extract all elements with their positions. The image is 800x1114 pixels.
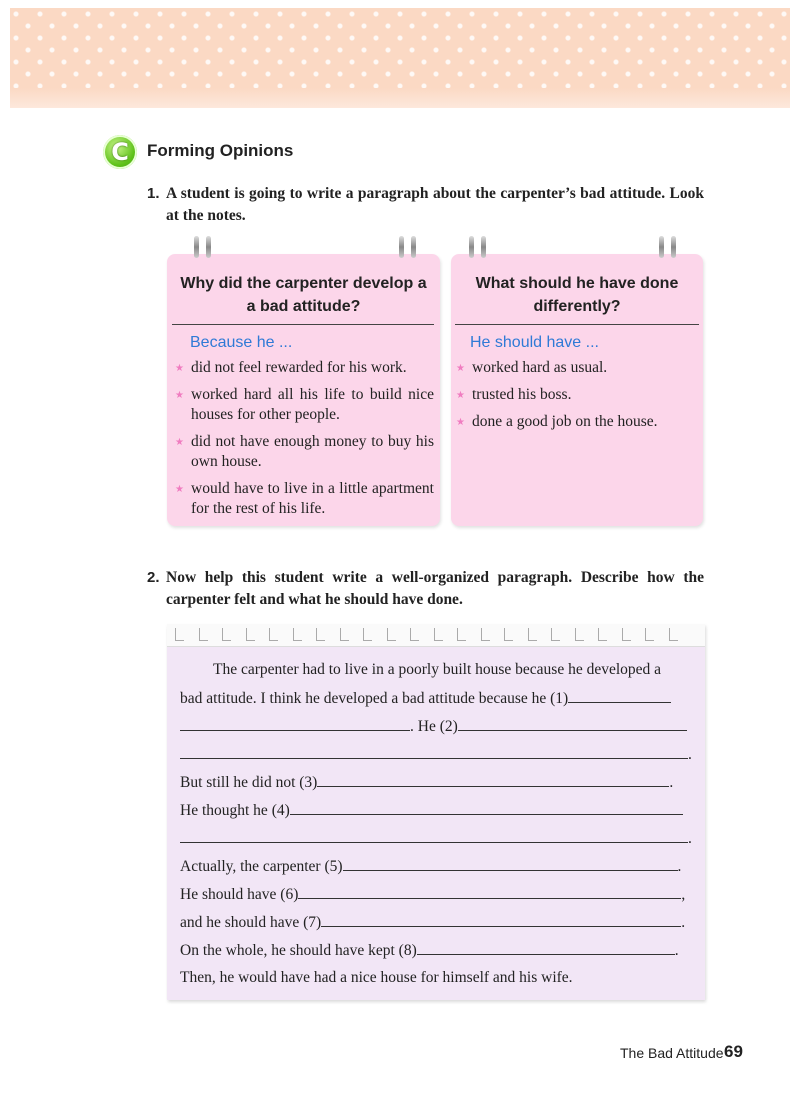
paragraph-line: He should have (6) , bbox=[180, 880, 693, 908]
writing-pad bbox=[167, 624, 705, 1000]
star-icon: ★ bbox=[175, 484, 184, 495]
list-item: ★ done a good job on the house. bbox=[456, 412, 696, 432]
paragraph-line: The carpenter had to live in a poorly built house because he developed a bbox=[213, 661, 662, 678]
ring-binder-icon bbox=[399, 236, 419, 262]
card-intro: Because he ... bbox=[190, 334, 293, 351]
card-intro: He should have ... bbox=[470, 334, 599, 351]
ring-binder-icon bbox=[659, 236, 679, 262]
card-question: Why did the carpenter develop a a bad attitude? bbox=[180, 275, 427, 315]
paragraph-line: Then, he would have had a nice house for himself and his wife. bbox=[180, 969, 573, 986]
ring-binder-icon bbox=[469, 236, 489, 262]
question-2-number: 2. bbox=[147, 569, 160, 586]
blank-2b[interactable] bbox=[180, 740, 688, 759]
pad-hole bbox=[575, 628, 584, 641]
blank-1a[interactable] bbox=[568, 684, 671, 703]
pad-hole bbox=[410, 628, 419, 641]
ring-binder-icon bbox=[194, 236, 214, 262]
pad-hole bbox=[222, 628, 231, 641]
footer-chapter-title: The Bad Attitude bbox=[620, 1045, 724, 1061]
pad-binding bbox=[167, 624, 705, 647]
star-icon: ★ bbox=[175, 437, 184, 448]
paragraph-lines bbox=[180, 656, 693, 992]
paragraph-line: . bbox=[180, 740, 693, 768]
list-item: ★ did not have enough money to buy his own house. bbox=[175, 433, 434, 470]
star-icon: ★ bbox=[456, 363, 465, 374]
page-number: 69 bbox=[724, 1042, 743, 1061]
paragraph-line: and he should have (7) . bbox=[180, 908, 693, 936]
pad-holes bbox=[175, 628, 695, 642]
blank-6[interactable] bbox=[298, 880, 681, 899]
note-card-what bbox=[451, 254, 703, 526]
list-item: ★ worked hard all his life to build nice houses for other people. bbox=[175, 386, 434, 423]
pad-hole bbox=[246, 628, 255, 641]
pad-hole bbox=[316, 628, 325, 641]
pad-hole bbox=[199, 628, 208, 641]
question-1-text: A student is going to write a paragraph about the carpenter’s bad attitude. Look at the notes. bbox=[166, 185, 704, 224]
blank-2a[interactable] bbox=[458, 712, 687, 731]
pad-hole bbox=[598, 628, 607, 641]
header-banner-fade bbox=[10, 88, 790, 108]
section-title: Forming Opinions bbox=[147, 141, 294, 160]
pad-hole bbox=[340, 628, 349, 641]
section-badge-letter: C bbox=[111, 138, 129, 166]
pad-hole bbox=[363, 628, 372, 641]
pad-hole bbox=[175, 628, 184, 641]
pad-hole bbox=[669, 628, 678, 641]
section-badge-icon bbox=[103, 135, 137, 169]
pad-hole bbox=[645, 628, 654, 641]
card-divider bbox=[455, 324, 699, 325]
blank-7[interactable] bbox=[321, 908, 681, 927]
pad-hole bbox=[528, 628, 537, 641]
pad-hole bbox=[622, 628, 631, 641]
paragraph-line: Actually, the carpenter (5) . bbox=[180, 852, 693, 880]
pad-hole bbox=[387, 628, 396, 641]
paragraph-line: But still he did not (3) . bbox=[180, 768, 693, 796]
paragraph-line: . He (2) bbox=[180, 712, 693, 740]
paragraph-line: . bbox=[180, 824, 693, 852]
paragraph-line: bad attitude. I think he developed a bad attitude because he (1) bbox=[180, 684, 693, 712]
question-2-text: Now help this student write a well-organized paragraph. Describe how the carpenter felt and what he should have done. bbox=[166, 569, 704, 608]
list-item: ★ would have to live in a little apartment for the rest of his life. bbox=[175, 480, 434, 517]
star-icon: ★ bbox=[456, 417, 465, 428]
blank-4b[interactable] bbox=[180, 824, 688, 843]
star-icon: ★ bbox=[175, 363, 184, 374]
pad-hole bbox=[504, 628, 513, 641]
list-item: ★ worked hard as usual. bbox=[456, 358, 696, 378]
pad-hole bbox=[481, 628, 490, 641]
question-1-number: 1. bbox=[147, 185, 160, 202]
paragraph-line: On the whole, he should have kept (8) . bbox=[180, 936, 693, 964]
list-item: ★ did not feel rewarded for his work. bbox=[175, 358, 434, 378]
note-card-why bbox=[167, 254, 440, 526]
blank-1b[interactable] bbox=[180, 712, 410, 731]
star-icon: ★ bbox=[456, 390, 465, 401]
pad-hole bbox=[293, 628, 302, 641]
blank-3[interactable] bbox=[317, 768, 669, 787]
pad-hole bbox=[457, 628, 466, 641]
card-bullet-list bbox=[175, 358, 434, 526]
card-bullet-list bbox=[456, 358, 696, 439]
pad-hole bbox=[434, 628, 443, 641]
card-divider bbox=[172, 324, 434, 325]
star-icon: ★ bbox=[175, 390, 184, 401]
blank-8[interactable] bbox=[417, 936, 675, 955]
paragraph-line: He thought he (4) bbox=[180, 796, 693, 824]
list-item: ★ trusted his boss. bbox=[456, 385, 696, 405]
pad-hole bbox=[551, 628, 560, 641]
card-question: What should he have done differently? bbox=[475, 275, 679, 315]
blank-5[interactable] bbox=[343, 852, 678, 871]
blank-4a[interactable] bbox=[290, 796, 683, 815]
pad-hole bbox=[269, 628, 278, 641]
